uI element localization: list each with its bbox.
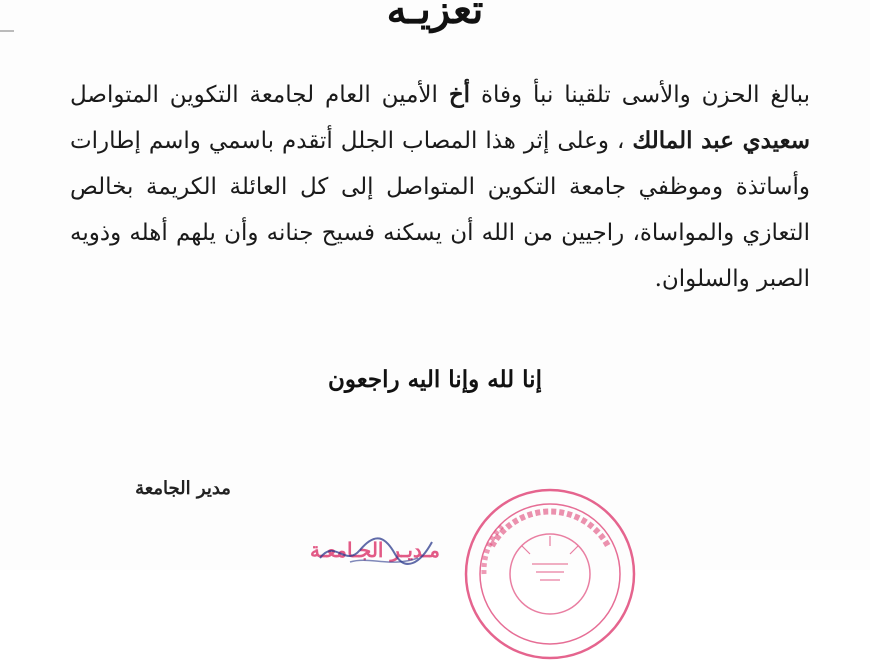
body-part-2: ، وعلى إثر هذا المصاب الجلل أتقدم باسمي واسم إطارات وأساتذة وموظفي جامعة التكوين المتواصل إلى كل العائلة الكريمة بخالص التعازي والمواساة، راجيين من الله أن يسكنه فسيح جنانه وأن يلهم أهله وذويه الصبر والسلوان. bbox=[70, 128, 810, 292]
body-part-1b: الأمين العام لجامعة التكوين المتواصل bbox=[70, 82, 449, 108]
official-seal bbox=[462, 486, 638, 662]
signatory-title: مدير الجامعة bbox=[135, 478, 231, 499]
letter-title: تعزيـه bbox=[386, 0, 484, 33]
deceased-name: سعيدي عبد المالك bbox=[632, 127, 810, 154]
body-part-1: ببالغ الحزن والأسى تلقينا نبأ وفاة bbox=[470, 82, 810, 108]
letter-body bbox=[70, 72, 810, 302]
signature-graphic bbox=[300, 528, 440, 572]
brother-word: أخ bbox=[448, 81, 471, 108]
closing-verse: إنا لله وإنا اليه راجعون bbox=[328, 366, 542, 393]
director-stamp-text: مـديـر الجـامعـة bbox=[310, 538, 440, 562]
